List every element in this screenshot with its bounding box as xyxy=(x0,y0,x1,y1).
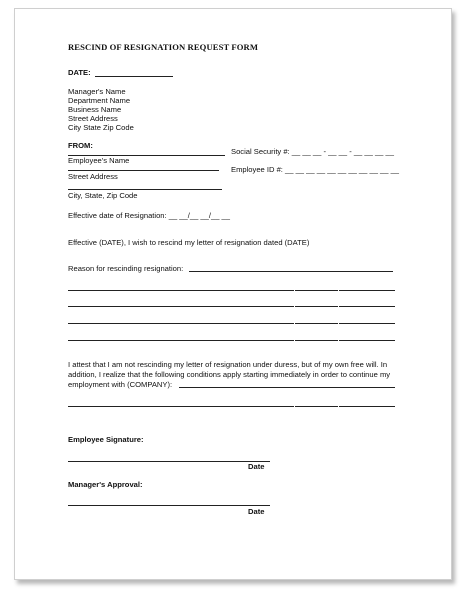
manager-approval-label: Manager's Approval: xyxy=(68,480,143,489)
manager-approval-line[interactable] xyxy=(68,505,270,506)
reason-label: Reason for rescinding resignation: xyxy=(68,264,184,273)
reason-line[interactable] xyxy=(68,290,294,291)
conditions-line[interactable] xyxy=(295,406,338,407)
attest-line-3: employment with (COMPANY): xyxy=(68,380,173,389)
reason-line[interactable] xyxy=(339,340,395,341)
reason-line[interactable] xyxy=(189,271,393,272)
employee-signature-date-caption: Date xyxy=(248,462,265,471)
attest-line-1: I attest that I am not rescinding my letter of resignation under duress, but of my own free will. In xyxy=(68,360,388,369)
reason-line[interactable] xyxy=(68,340,294,341)
form-page xyxy=(14,8,452,580)
employee-signature-line[interactable] xyxy=(68,461,270,462)
reason-line[interactable] xyxy=(68,323,294,324)
reason-line[interactable] xyxy=(339,306,395,307)
attest-paragraph xyxy=(68,360,408,390)
to-department-name: Department Name xyxy=(68,96,131,105)
employee-signature-label: Employee Signature: xyxy=(68,435,144,444)
city-line[interactable] xyxy=(68,189,222,190)
to-city-state-zip: City State Zip Code xyxy=(68,123,134,132)
date-field-line[interactable] xyxy=(95,76,173,77)
to-street-address: Street Address xyxy=(68,114,118,123)
manager-approval-date-caption: Date xyxy=(248,507,265,516)
conditions-line[interactable] xyxy=(339,406,395,407)
street-address-line[interactable] xyxy=(68,170,219,171)
reason-line[interactable] xyxy=(295,340,338,341)
conditions-line[interactable] xyxy=(179,387,395,388)
to-business-name: Business Name xyxy=(68,105,122,114)
date-label: DATE: xyxy=(68,68,91,77)
attest-line-2: addition, I realize that the following conditions apply starting immediately in order to continue my xyxy=(68,370,391,379)
reason-line[interactable] xyxy=(339,290,395,291)
ssn-label: Social Security #: __ __ __ - __ __ - __ __ __ __ xyxy=(231,147,394,156)
employee-id-label: Employee ID #: __ __ __ __ __ __ __ __ __ __ __ xyxy=(231,165,400,174)
reason-line[interactable] xyxy=(68,306,294,307)
effective-date-label: Effective date of Resignation: __ __/__ __/__ __ xyxy=(68,211,230,220)
reason-line[interactable] xyxy=(295,290,338,291)
conditions-line[interactable] xyxy=(68,406,294,407)
reason-line[interactable] xyxy=(339,323,395,324)
city-caption: City, State, Zip Code xyxy=(68,191,138,200)
employee-name-caption: Employee's Name xyxy=(68,156,130,165)
reason-line[interactable] xyxy=(295,323,338,324)
street-address-caption: Street Address xyxy=(68,172,118,181)
to-manager-name: Manager's Name xyxy=(68,87,126,96)
effective-statement: Effective (DATE), I wish to rescind my letter of resignation dated (DATE) xyxy=(68,238,310,247)
form-title: RESCIND OF RESIGNATION REQUEST FORM xyxy=(68,42,259,52)
from-label: FROM: xyxy=(68,141,93,150)
reason-line[interactable] xyxy=(295,306,338,307)
